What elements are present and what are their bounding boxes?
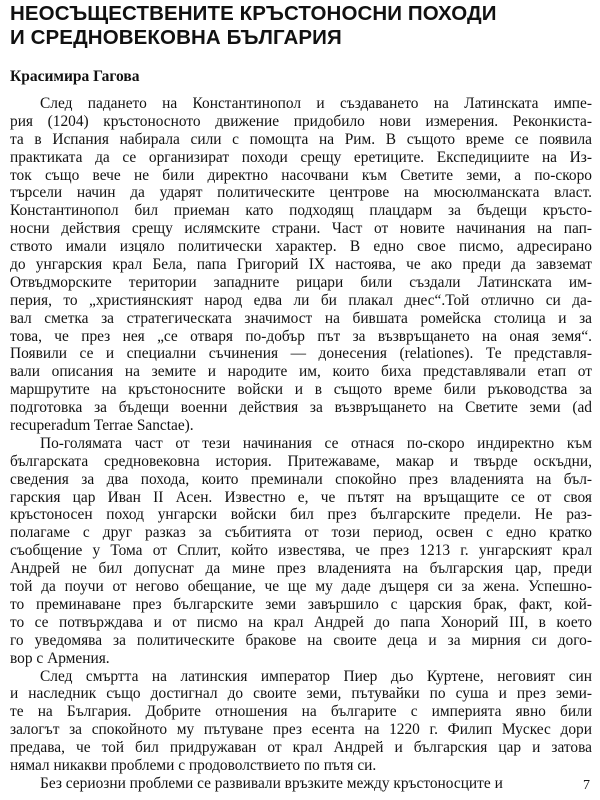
article-title [10,2,590,50]
text-line: След смъртта на латинския император Пиер дьо Куртене, неговият син [40,667,592,685]
text-line: кръстоносен поход унгарски войски бил през българските предели. Не раз- [10,506,592,524]
text-line: Отвъдморските територии западните рицари били създали Латинската им- [10,273,592,291]
text-line: вор с Армения. [10,649,110,667]
text-line: маршрутите на кръстоносните войски и в същото време били ръководства за [10,381,592,399]
text-line: По-голямата част от тези начинания се отнася по-скоро индиректно към [40,434,592,452]
text-line: го уведомява за политическите бракове на своите деца и за мирния си дого- [10,631,592,649]
paragraph [10,95,592,435]
text-line: recuperadum Terrae Sanctae). [10,417,194,435]
paragraph [10,775,592,793]
title-line-1: НЕОСЪЩЕСТВЕНИТЕ КРЪСТОНОСНИ ПОХОДИ [10,2,497,25]
text-line: сведения за два похода, които преминали спокойно през владенията на бъл- [10,470,592,488]
text-line: гарския цар Иван II Асен. Известно е, че пътят на връщащите се от своя [10,488,592,506]
text-line: то се потвърждава и от писмо на крал Андрей до папа Хонорий III, в което [10,613,592,631]
text-line: вал сметка за стратегическата значимост на бившата ромейска столица и за [10,309,592,327]
text-line: ток също вече не били директно насочвани към Светите земи, а по-скоро [10,166,592,184]
text-line: рия (1204) кръстоносното движение придобило нови измерения. Реконкиста- [10,112,592,130]
text-line: предава, че той бил придружаван от крал Андрей и българския цар и затова [10,739,592,757]
text-line: вали описания на земите и народите им, които биха представлявали етап от [10,363,592,381]
text-line: перия, то „християнският народ едва ли би плакал днес“.Той отлично си да- [10,291,592,309]
text-line: търсели начин да ударят политическите центрове на мюсюлманската власт. [10,184,592,202]
text-line: той да поучи от негово обещание, че ще му даде дъщеря си за жена. Успешно- [10,578,592,596]
text-line: българската средновековна история. Притежаваме, макар и твърде оскъдни, [10,452,592,470]
text-line: Появили се и специални съчинения — донесения (relationes). Те представля- [10,345,592,363]
text-line: След падането на Константинопол и създаването на Латинската импе- [40,95,592,112]
text-line: носни действия срещу ислямските страни. Част от новите начинания на пап- [10,220,592,238]
text-line: съобщение у Тома от Сплит, който известява, че през 1213 г. унгарският крал [10,542,592,560]
title-line-2: И СРЕДНОВЕКОВНА БЪЛГАРИЯ [10,26,342,49]
paragraph [10,435,592,668]
text-line: Константинопол бил приеман като подходящ плацдарм за бъдещи кръсто- [10,202,592,220]
text-line: полагаме с друг разказ за събитията от този период, освен с едно кратко [10,524,592,542]
page-number: 7 [583,778,590,793]
text-line: подготовка за бъдещи военни действия за възвръщането на Светите земи (ad [10,399,592,417]
article-body [10,95,592,793]
text-line: та в Испания набирала сили с помощта на Рим. В същото време се появила [10,130,592,148]
text-line: залогът за спокойното му пътуване през есента на 1220 г. Филип Мускес дори [10,721,592,739]
text-line: Без сериозни проблеми се развивали връзките между кръстоносците и [40,774,503,792]
text-line: те на България. Добрите отношения на българите с империята явно били [10,703,592,721]
paragraph [10,668,592,775]
text-line: Андрей не бил допуснат да мине през владенията на българския цар, преди [10,560,592,578]
text-line: практиката да се организират походи срещу еретиците. Експедициите на Из- [10,148,592,166]
text-line: нямал никакви проблеми с продоволствието по пътя си. [10,756,377,774]
text-line: това, че през нея „се отваря по-добър път за възвръщането на оная земя“. [10,327,592,345]
author-name: Красимира Гагова [10,68,140,85]
text-line: до унгарския крал Бела, папа Григорий IX настоява, че ако преди да завземат [10,256,592,274]
text-line: ството имали изцяло политически характер. В едно свое писмо, адресирано [10,238,592,256]
text-line: то преминаване през българските земи завършило с царския брак, факт, кой- [10,595,592,613]
text-line: и наследник също достигнал до своите земи, пътувайки по суша и през земи- [10,685,592,703]
